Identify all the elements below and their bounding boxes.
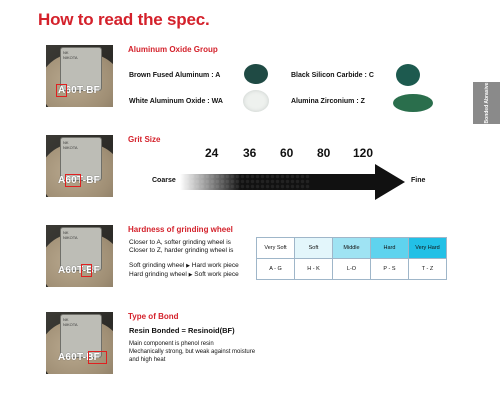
grit-number: 36	[243, 146, 257, 160]
section-title-grit: Grit Size	[128, 135, 161, 144]
hardness-value-cell: H - K	[295, 259, 333, 280]
abrasive-swatch-black-silicon	[396, 64, 420, 86]
hardness-value-cell: P - S	[371, 259, 409, 280]
wheel-code: A60T-BF	[58, 352, 100, 363]
wheel-plate-text: NK NIKOTA	[63, 230, 78, 240]
highlight-box	[65, 174, 81, 187]
abrasive-alumina-zirconium: Alumina Zirconium : Z	[291, 98, 365, 105]
wheel-photo-aluminum	[46, 45, 113, 107]
grit-coarse-label: Coarse	[152, 177, 176, 184]
wheel-photo-hardness	[46, 225, 113, 287]
abrasive-swatch-white-aluminum	[243, 90, 269, 112]
abrasive-black-silicon: Black Silicon Carbide : C	[291, 72, 374, 79]
grit-fine-label: Fine	[411, 177, 426, 184]
hardness-header-cell: Very Soft	[257, 238, 295, 259]
abrasive-swatch-alumina-zirconium	[393, 94, 433, 112]
wheel-plate-text: NK NIKOTA	[63, 50, 78, 60]
highlight-box	[56, 84, 67, 97]
abrasive-swatch-brown-fused	[244, 64, 268, 84]
hardness-header-cell: Very Hard	[409, 238, 447, 259]
hardness-header-cell: Middle	[333, 238, 371, 259]
side-tab	[473, 82, 500, 124]
grit-arrow	[180, 164, 405, 200]
hardness-value-cell: A - G	[257, 259, 295, 280]
hardness-line: Closer to A, softer grinding wheel is	[129, 239, 231, 246]
section-title-bond: Type of Bond	[128, 312, 179, 321]
hardness-header-cell: Soft	[295, 238, 333, 259]
grit-number: 60	[280, 146, 294, 160]
hardness-line: Closer to Z, harder grinding wheel is	[129, 247, 234, 254]
highlight-box	[81, 264, 92, 277]
abrasive-brown-fused: Brown Fused Aluminum : A	[129, 72, 221, 79]
wheel-photo-bond	[46, 312, 113, 374]
abrasive-white-aluminum: White Aluminum Oxide : WA	[129, 98, 223, 105]
hardness-value-cell: T - Z	[409, 259, 447, 280]
highlight-box	[88, 351, 107, 364]
wheel-code: A60T-BF	[58, 265, 100, 276]
grit-number: 24	[205, 146, 219, 160]
section-title-hardness: Hardness of grinding wheel	[128, 225, 233, 234]
hardness-header-cell: Hard	[371, 238, 409, 259]
hardness-table-header-row	[257, 238, 447, 259]
hardness-pair: Hard grinding wheel ▶ Soft work piece	[129, 271, 239, 278]
hardness-value-cell: L-O	[333, 259, 371, 280]
side-tab-label: Bonded Abrasive	[483, 82, 490, 124]
section-title-aluminum: Aluminum Oxide Group	[128, 45, 218, 54]
bond-description: Main component is phenol resin Mechanically strong, but weak against moisture and high heat	[129, 341, 256, 363]
bond-main-text: Resin Bonded = Resinoid(BF)	[129, 326, 235, 335]
wheel-code: A60T-BF	[58, 85, 100, 96]
wheel-plate-text: NK NIKOTA	[63, 317, 78, 327]
hardness-table-value-row	[257, 259, 447, 280]
wheel-plate-text: NK NIKOTA	[63, 140, 78, 150]
wheel-photo-grit	[46, 135, 113, 197]
grit-number: 80	[317, 146, 331, 160]
grit-number: 120	[353, 146, 374, 160]
hardness-pair: Soft grinding wheel ▶ Hard work piece	[129, 262, 239, 269]
page-title: How to read the spec.	[38, 10, 210, 29]
wheel-code: A60T-BF	[58, 175, 100, 186]
hardness-table	[256, 237, 447, 280]
